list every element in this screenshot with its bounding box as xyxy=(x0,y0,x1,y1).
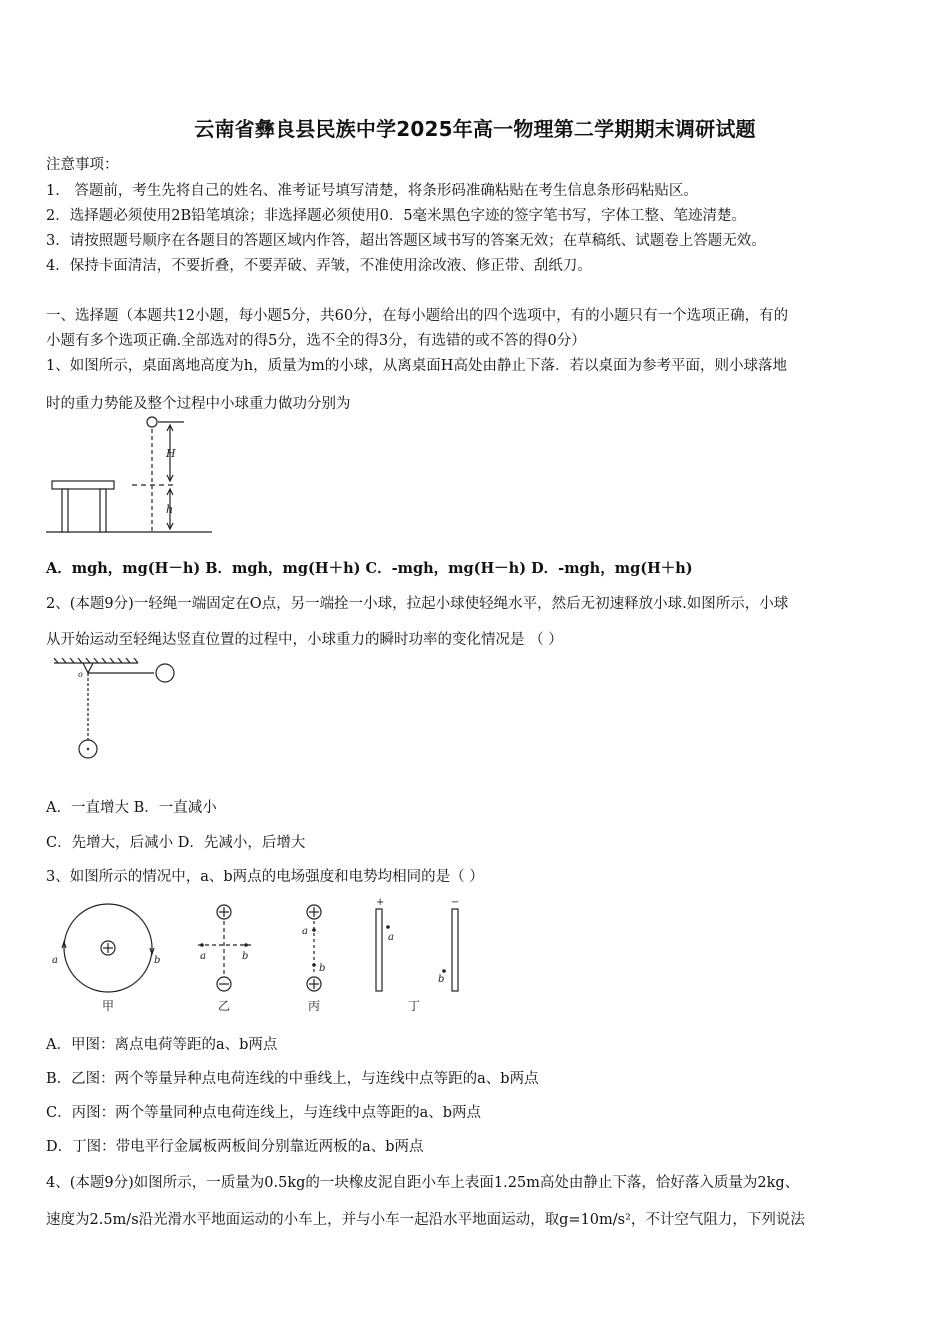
q1-fig-label-H: H xyxy=(166,447,176,460)
notice-item-1: 1． 答题前，考生先将自己的姓名、准考证号填写清楚，将条形码准确粘贴在考生信息条形码粘贴区。 xyxy=(46,183,698,199)
q1-stem-line1: 1、如图所示，桌面离地高度为h，质量为m的小球，从离桌面H高处由静止下落．若以桌面为参考平面，则小球落地 xyxy=(46,358,787,374)
q3-option-c: C．丙图：两个等量同种点电荷连线上，与连线中点等距的a、b两点 xyxy=(46,1105,482,1121)
section-instructions-line2: 小题有多个选项正确.全部选对的得5分，选不全的得3分，有选错的或不答的得0分） xyxy=(46,333,586,349)
q3-caption-bing: 丙 xyxy=(308,999,321,1013)
section-instructions-line1: 一、选择题（本题共12小题，每小题5分，共60分，在每小题给出的四个选项中，有的小题只有一个选项正确，有的 xyxy=(46,308,789,324)
q2-fig-label-O: o xyxy=(78,670,83,679)
q2-figure xyxy=(50,657,180,763)
q3-fig-jia-b: b xyxy=(154,955,161,966)
q1-fig-label-h: h xyxy=(166,503,174,516)
notice-item-2: 2．选择题必须使用2B铅笔填涂；非选择题必须使用0．5毫米黑色字迹的签字笔书写，字体工整、笔迹清楚。 xyxy=(46,208,747,224)
q3-option-a: A．甲图：离点电荷等距的a、b两点 xyxy=(46,1037,278,1053)
q3-option-d: D．丁图：带电平行金属板两板间分别靠近两板的a、b两点 xyxy=(46,1139,424,1155)
q2-stem-line2: 从开始运动至轻绳达竖直位置的过程中，小球重力的瞬时功率的变化情况是 （ ） xyxy=(46,632,563,648)
notice-item-3: 3．请按照题号顺序在各题目的答题区域内作答，超出答题区域书写的答案无效；在草稿纸、试题卷上答题无效。 xyxy=(46,233,766,249)
q3-caption-ding: 丁 xyxy=(408,999,421,1013)
notice-item-4: 4．保持卡面清洁，不要折叠，不要弄破、弄皱，不准使用涂改液、修正带、刮纸刀。 xyxy=(46,258,592,274)
q3-fig-yi-a: a xyxy=(200,951,206,962)
q3-option-b: B．乙图：两个等量异种点电荷连线的中垂线上，与连线中点等距的a、b两点 xyxy=(46,1071,539,1087)
q2-options-cd: C．先增大，后减小 D．先减小，后增大 xyxy=(46,835,306,851)
q3-fig-ding-a: a xyxy=(388,932,394,943)
q3-fig-ding-plus: + xyxy=(376,897,385,908)
q3-fig-bing-a: a xyxy=(302,926,308,937)
q3-fig-jia-a: a xyxy=(52,955,58,966)
q3-caption-jia: 甲 xyxy=(102,999,115,1013)
q3-stem: 3、如图所示的情况中，a、b两点的电场强度和电势均相同的是（ ） xyxy=(46,869,484,885)
q1-options: A．mgh，mg(H－h) B．mgh，mg(H＋h) C．-mgh，mg(H－h) D．-mgh，mg(H＋h) xyxy=(46,560,693,577)
q3-fig-ding-b: b xyxy=(438,974,445,985)
q1-figure xyxy=(46,415,216,537)
q2-stem-line1: 2、(本题9分)一轻绳一端固定在O点，另一端拴一小球，拉起小球使轻绳水平，然后无初速释放小球.如图所示，小球 xyxy=(46,596,789,612)
q3-fig-yi-b: b xyxy=(242,951,249,962)
q3-fig-ding-minus: − xyxy=(451,897,460,908)
q3-figure xyxy=(46,897,476,1017)
q1-stem-line2: 时的重力势能及整个过程中小球重力做功分别为 xyxy=(46,396,351,412)
q4-stem-line2: 速度为2.5m/s沿光滑水平地面运动的小车上，并与小车一起沿水平地面运动，取g=10m/s²，不计空气阻力，下列说法 xyxy=(46,1212,805,1228)
q2-options-ab: A．一直增大 B．一直减小 xyxy=(46,800,217,816)
q3-caption-yi: 乙 xyxy=(218,999,231,1013)
q4-stem-line1: 4、(本题9分)如图所示，一质量为0.5kg的一块橡皮泥自距小车上表面1.25m高处由静止下落，恰好落入质量为2kg、 xyxy=(46,1175,800,1191)
q3-fig-bing-b: b xyxy=(319,963,326,974)
page-title: 云南省彝良县民族中学2025年高一物理第二学期期末调研试题 xyxy=(194,117,756,141)
notice-heading: 注意事项： xyxy=(46,157,119,173)
